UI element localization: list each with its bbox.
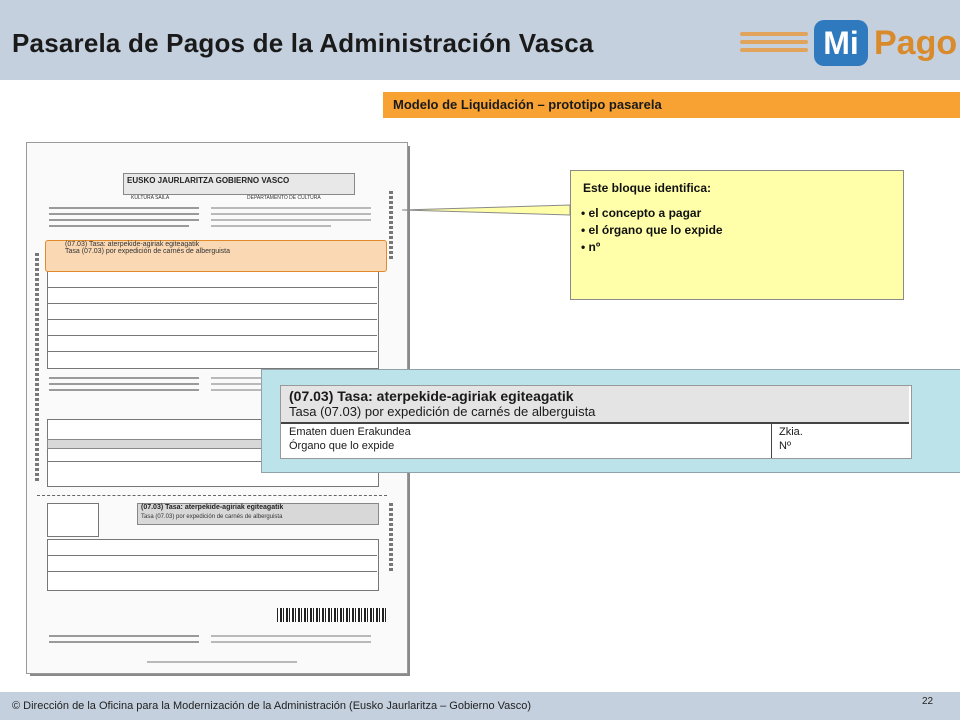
zoom-row-spanish: Órgano que lo expide (289, 440, 395, 452)
doc-text-line (49, 383, 199, 385)
doc-form-row (47, 571, 377, 572)
doc-lower-form-grid (47, 539, 379, 591)
logo-pago-text: Pago (874, 24, 958, 62)
doc-lower-sub: Tasa (07.03) por expedición de carnés de alberguista (141, 514, 283, 520)
doc-text-line (49, 641, 199, 643)
doc-form-grid (47, 271, 379, 369)
section-label: Modelo de Liquidación – prototipo pasarela (393, 97, 662, 112)
barcode (277, 608, 387, 622)
doc-form-row (47, 303, 377, 304)
zoom-number-label-spanish: Nº (779, 440, 791, 452)
doc-side-text-left (35, 253, 39, 483)
doc-text-line (211, 641, 371, 643)
doc-text-line (49, 207, 199, 209)
doc-side-text-right-bottom (389, 503, 393, 573)
zoom-title-spanish: Tasa (07.03) por expedición de carnés de alberguista (289, 404, 596, 419)
zoom-column-divider (771, 424, 772, 458)
footer-band (0, 692, 960, 720)
doc-text-line (211, 213, 371, 215)
callout-title: Este bloque identifica: (583, 181, 712, 195)
header-band (0, 0, 960, 80)
doc-header-text: EUSKO JAURLARITZA GOBIERNO VASCO (127, 176, 290, 185)
doc-form-row (47, 319, 377, 320)
zoom-number-label-basque: Zkia. (779, 426, 803, 438)
doc-text-line (49, 219, 199, 221)
doc-form-row (47, 335, 377, 336)
callout-box (570, 170, 904, 300)
doc-text-line (211, 219, 371, 221)
doc-text-line (49, 635, 199, 637)
doc-text-line (49, 213, 199, 215)
callout-item: • el concepto a pagar (581, 206, 702, 220)
zoom-row-basque: Ematen duen Erakundea (289, 426, 411, 438)
footer-copyright: © Dirección de la Oficina para la Modernización de la Administración (Eusko Jaurlaritza – Gobierno Vasco) (12, 700, 532, 712)
doc-text-line (211, 207, 371, 209)
callout-item: • nº (581, 240, 601, 254)
zoom-title-basque: (07.03) Tasa: aterpekide-agiriak egiteagatik (289, 388, 574, 404)
callout-item: • el órgano que lo expide (581, 223, 723, 237)
doc-cut-line (37, 495, 387, 496)
callout-list (581, 205, 723, 256)
doc-form-row (47, 555, 377, 556)
page-number: 22 (922, 696, 934, 707)
doc-form-row (47, 351, 377, 352)
mipago-logo (740, 18, 958, 68)
logo-speed-lines-icon (740, 32, 808, 56)
doc-text-line (49, 225, 189, 227)
doc-text-line (211, 225, 331, 227)
doc-header-sub-right: DEPARTAMENTO DE CULTURA (247, 195, 321, 201)
zoomed-block (280, 385, 912, 459)
zoomed-title-band (281, 386, 909, 424)
zoomed-block-panel (261, 369, 960, 473)
highlight-line2: Tasa (07.03) por expedición de carnés de alberguista (65, 248, 230, 255)
doc-text-line (49, 377, 199, 379)
doc-lower-title: (07.03) Tasa: aterpekide-agiriak egiteagatik (141, 504, 284, 511)
doc-text-line (49, 389, 199, 391)
doc-header-sub-left: KULTURA SAILA (131, 195, 170, 201)
logo-mi-text: Mi (814, 20, 868, 66)
doc-address-line (147, 661, 297, 663)
doc-side-text-right-top (389, 191, 393, 261)
section-label-bar (383, 92, 960, 118)
page-title: Pasarela de Pagos de la Administración Vasca (12, 28, 594, 58)
doc-form-row (47, 287, 377, 288)
doc-text-line (211, 635, 371, 637)
doc-lower-logo-box (47, 503, 99, 537)
highlight-line1: (07.03) Tasa: aterpekide-agiriak egiteagatik (65, 241, 200, 248)
